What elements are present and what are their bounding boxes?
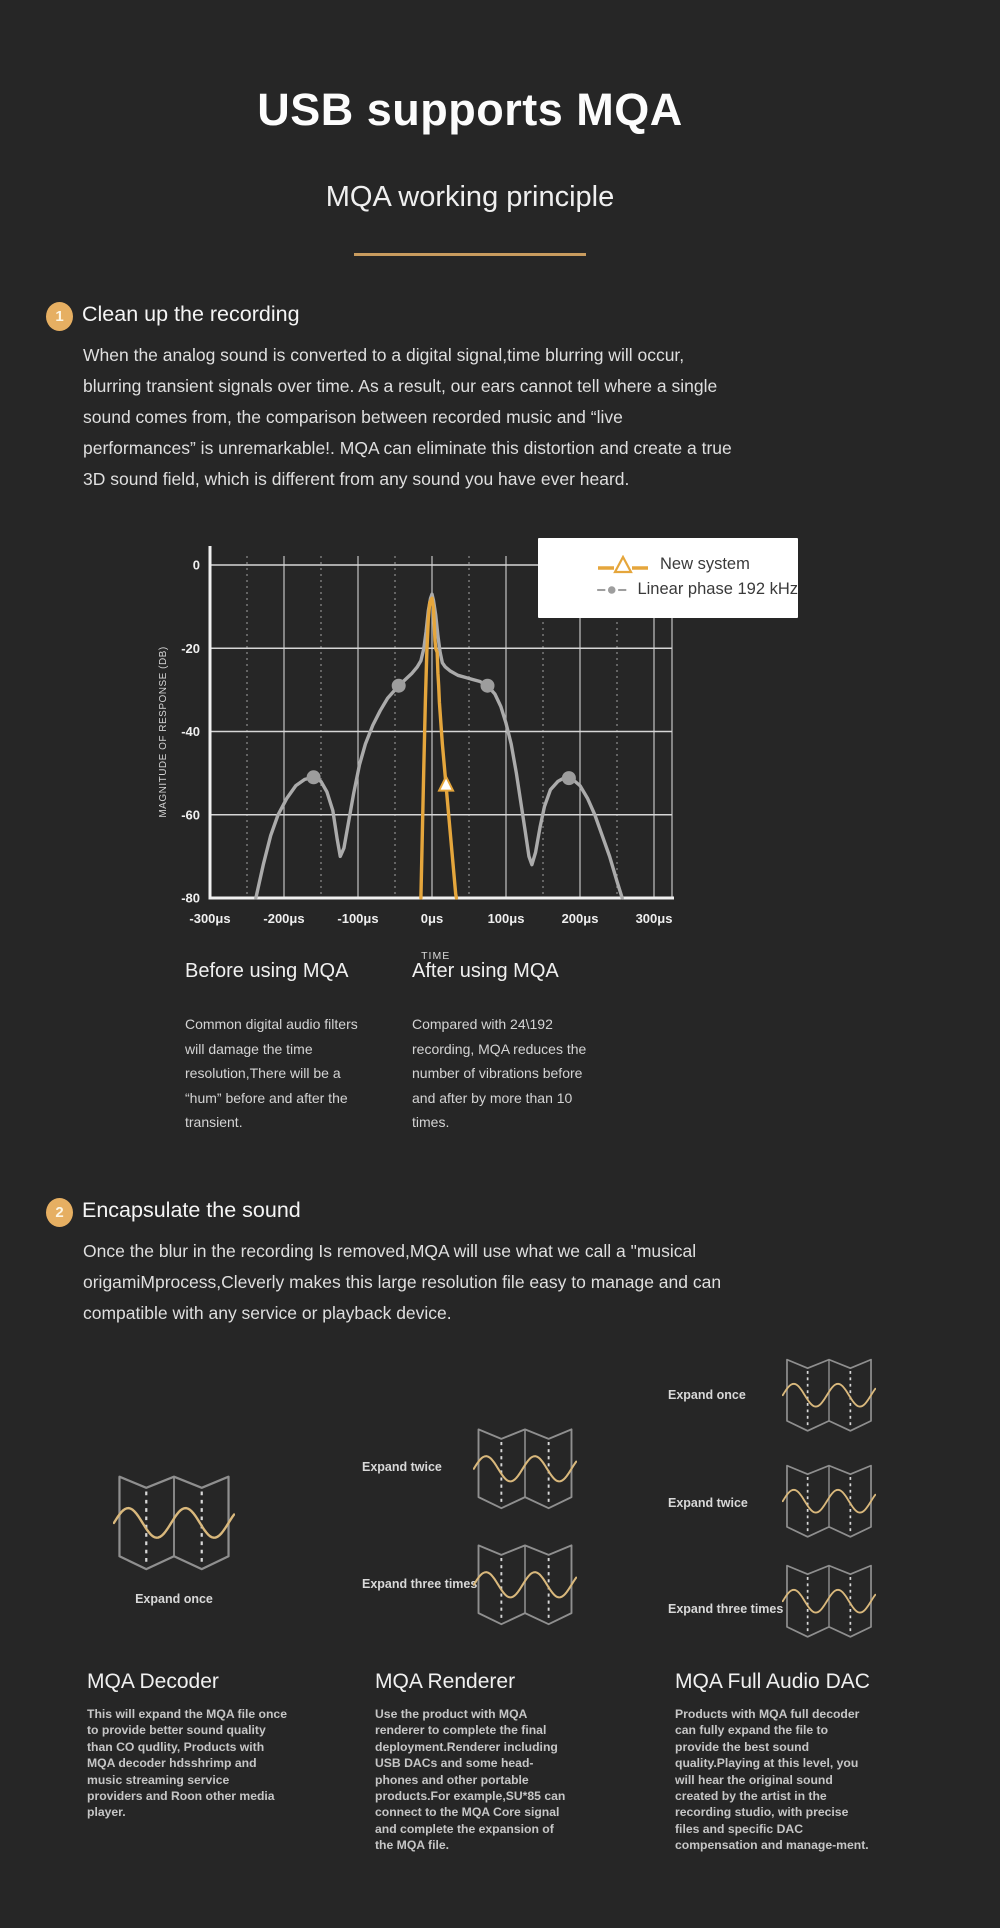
svg-text:-60: -60 xyxy=(181,807,200,823)
before-mqa-body: Common digital audio filters will damage the time resolution,There will be a “hum” before and after the transient. xyxy=(185,1016,358,1130)
svg-text:0μs: 0μs xyxy=(420,911,444,926)
mqa-renderer-heading: MQA Renderer xyxy=(375,1670,516,1693)
section-2-body: Once the blur in the recording Is removed,MQA will use what we call a "musical origamiMprocess,Cleverly makes this large resolution file easy to manage and can compatible with any service or playback device. xyxy=(83,1241,722,1323)
folded-paper-icon xyxy=(782,1552,876,1649)
legend-label-new-system: New system xyxy=(660,555,750,573)
mqa-decoder-heading: MQA Decoder xyxy=(87,1670,219,1693)
chart-legend xyxy=(538,538,798,618)
expand-twice-label-mid: Expand twice xyxy=(362,1460,442,1474)
svg-text:-80: -80 xyxy=(181,890,200,906)
svg-text:100μs: 100μs xyxy=(487,911,525,926)
mqa-decoder-body: This will expand the MQA file once to provide better sound quality than CO qudlity, Products with MQA decoder hdsshrimp and music streaming service providers and Roon other media player. xyxy=(87,1707,287,1820)
folded-paper-icon xyxy=(113,1462,235,1582)
svg-text:MAGNITUDE OF RESPONSE (DB): MAGNITUDE OF RESPONSE (DB) xyxy=(158,646,169,818)
svg-text:-20: -20 xyxy=(181,640,200,656)
expand-once-label-left: Expand once xyxy=(135,1592,213,1606)
circle-marker-icon xyxy=(596,580,627,600)
folded-paper-icon xyxy=(473,1534,577,1634)
svg-text:300μs: 300μs xyxy=(635,911,673,926)
folded-paper-icon xyxy=(473,1418,577,1518)
section-1-heading: Clean up the recording xyxy=(82,302,300,326)
expand-three-times-label-right: Expand three times xyxy=(668,1602,784,1616)
section-2-number-badge: 2 xyxy=(46,1198,73,1227)
legend-label-linear-phase: Linear phase 192 kHz xyxy=(637,580,798,598)
expand-three-times-label-mid: Expand three times xyxy=(362,1577,478,1591)
before-mqa-heading: Before using MQA xyxy=(185,960,349,982)
svg-text:0: 0 xyxy=(192,557,200,573)
expand-once-label-right: Expand once xyxy=(668,1388,746,1402)
svg-text:TIME: TIME xyxy=(421,950,451,962)
svg-text:-200μs: -200μs xyxy=(263,911,305,926)
after-mqa-heading: After using MQA xyxy=(412,960,559,982)
folded-paper-icon xyxy=(782,1346,876,1443)
svg-text:-100μs: -100μs xyxy=(337,911,379,926)
page-subtitle: MQA working principle xyxy=(325,181,615,213)
triangle-marker-icon xyxy=(596,555,650,575)
section-1-number-badge: 1 xyxy=(46,302,73,331)
after-mqa-body: Compared with 24\192 recording, MQA reduces the number of vibrations before and after by more than 10 times. xyxy=(412,1016,587,1130)
gold-divider xyxy=(354,253,586,256)
legend-row-linear-phase xyxy=(538,577,798,602)
section-1-body: When the analog sound is converted to a digital signal,time blurring will occur, blurring transient signals over time. As a result, our ears cannot tell where a single sound comes from, the comparison between recorded music and “live performances” is unremarkable!. MQA can eliminate this distortion and create a true 3D sound field, which is different from any sound you have ever heard. xyxy=(83,345,732,489)
svg-text:-300μs: -300μs xyxy=(189,911,231,926)
mqa-full-audio-dac-heading: MQA Full Audio DAC xyxy=(675,1670,870,1693)
section-2-heading: Encapsulate the sound xyxy=(82,1198,301,1222)
mqa-full-audio-dac-body: Products with MQA full decoder can fully expand the file to provide the best sound quality.Playing at this level, you will hear the original sound created by the artist in the recording studio, with precise files and specific DAC compensation and manage-ment. xyxy=(675,1707,869,1853)
folded-paper-icon xyxy=(782,1452,876,1549)
legend-row-new-system xyxy=(538,552,798,577)
svg-text:200μs: 200μs xyxy=(561,911,599,926)
svg-text:-40: -40 xyxy=(181,724,200,739)
page-title: USB supports MQA xyxy=(257,84,683,135)
mqa-renderer-body: Use the product with MQA renderer to complete the final deployment.Renderer including USB DACs and some head-phones and other portable products.For example,SU*85 can connect to the MQA Core signal and complete the expansion of the MQA file. xyxy=(375,1707,566,1853)
expand-twice-label-right: Expand twice xyxy=(668,1496,748,1510)
